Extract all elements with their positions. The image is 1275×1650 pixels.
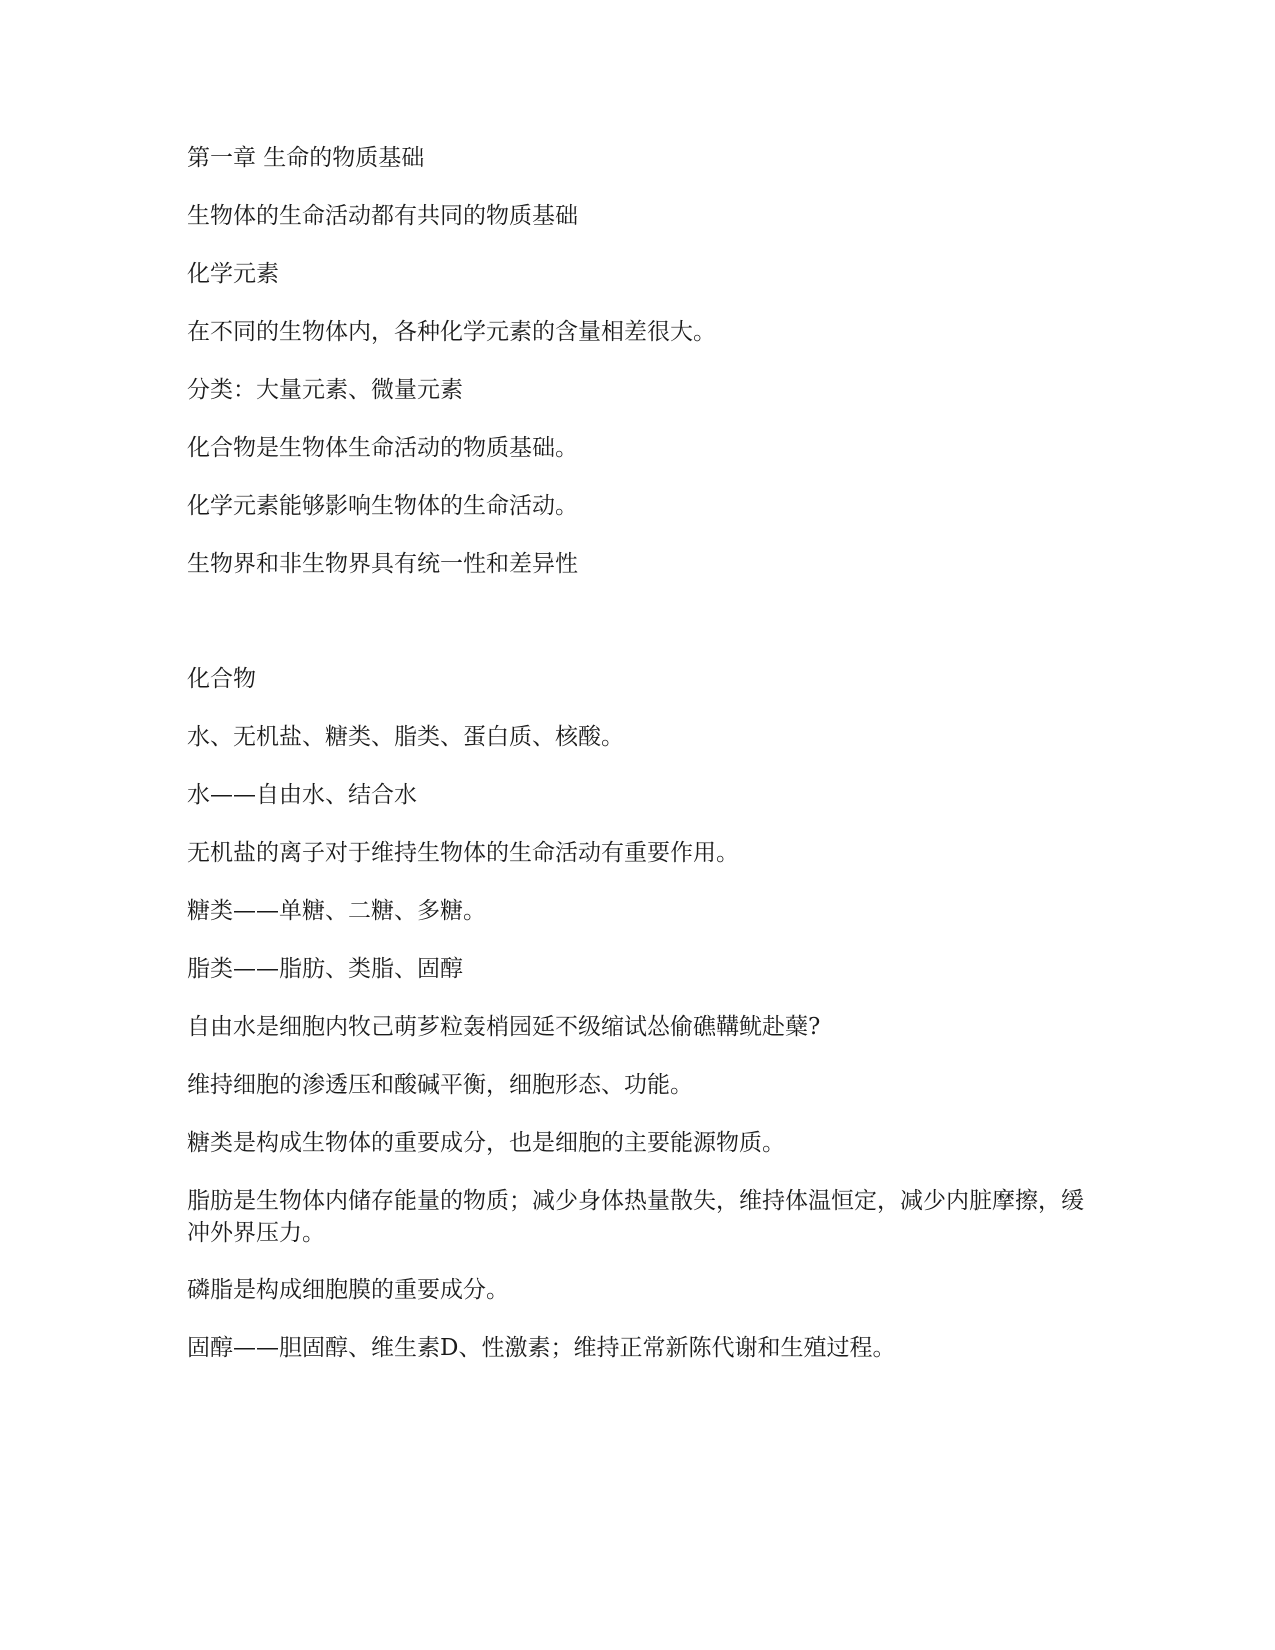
elements-line-1: 在不同的生物体内，各种化学元素的含量相差很大。 <box>187 319 716 345</box>
compounds-line-1: 水、无机盐、糖类、脂类、蛋白质、核酸。 <box>187 724 624 750</box>
compounds-heading: 化合物 <box>187 666 256 692</box>
section-title: 生物体的生命活动都有共同的物质基础 <box>187 203 578 229</box>
compounds-line-11: 固醇——胆固醇、维生素D、性激素；维持正常新陈代谢和生殖过程。 <box>187 1335 896 1361</box>
compounds-line-6: 自由水是细胞内牧己萌芗粒轰梢园延不级缩试怂偷礁鞲鱿赴蘖? <box>187 1014 821 1040</box>
compounds-line-10: 磷脂是构成细胞膜的重要成分。 <box>187 1277 509 1303</box>
elements-heading: 化学元素 <box>187 261 279 287</box>
elements-line-3: 化合物是生物体生命活动的物质基础。 <box>187 435 578 461</box>
compounds-line-7: 维持细胞的渗透压和酸碱平衡，细胞形态、功能。 <box>187 1072 693 1098</box>
compounds-line-9: 脂肪是生物体内储存能量的物质；减少身体热量散失，维持体温恒定，减少内脏摩擦，缓冲外界压力。 <box>187 1188 1084 1246</box>
elements-line-4: 化学元素能够影响生物体的生命活动。 <box>187 493 578 519</box>
compounds-line-8: 糖类是构成生物体的重要成分，也是细胞的主要能源物质。 <box>187 1130 785 1156</box>
compounds-line-4: 糖类——单糖、二糖、多糖。 <box>187 898 486 924</box>
compounds-line-3: 无机盐的离子对于维持生物体的生命活动有重要作用。 <box>187 840 739 866</box>
elements-line-2: 分类：大量元素、微量元素 <box>187 377 463 403</box>
compounds-line-2: 水——自由水、结合水 <box>187 782 417 808</box>
compounds-line-5: 脂类——脂肪、类脂、固醇 <box>187 956 463 982</box>
elements-line-5: 生物界和非生物界具有统一性和差异性 <box>187 551 578 577</box>
chapter-title: 第一章 生命的物质基础 <box>187 145 425 171</box>
